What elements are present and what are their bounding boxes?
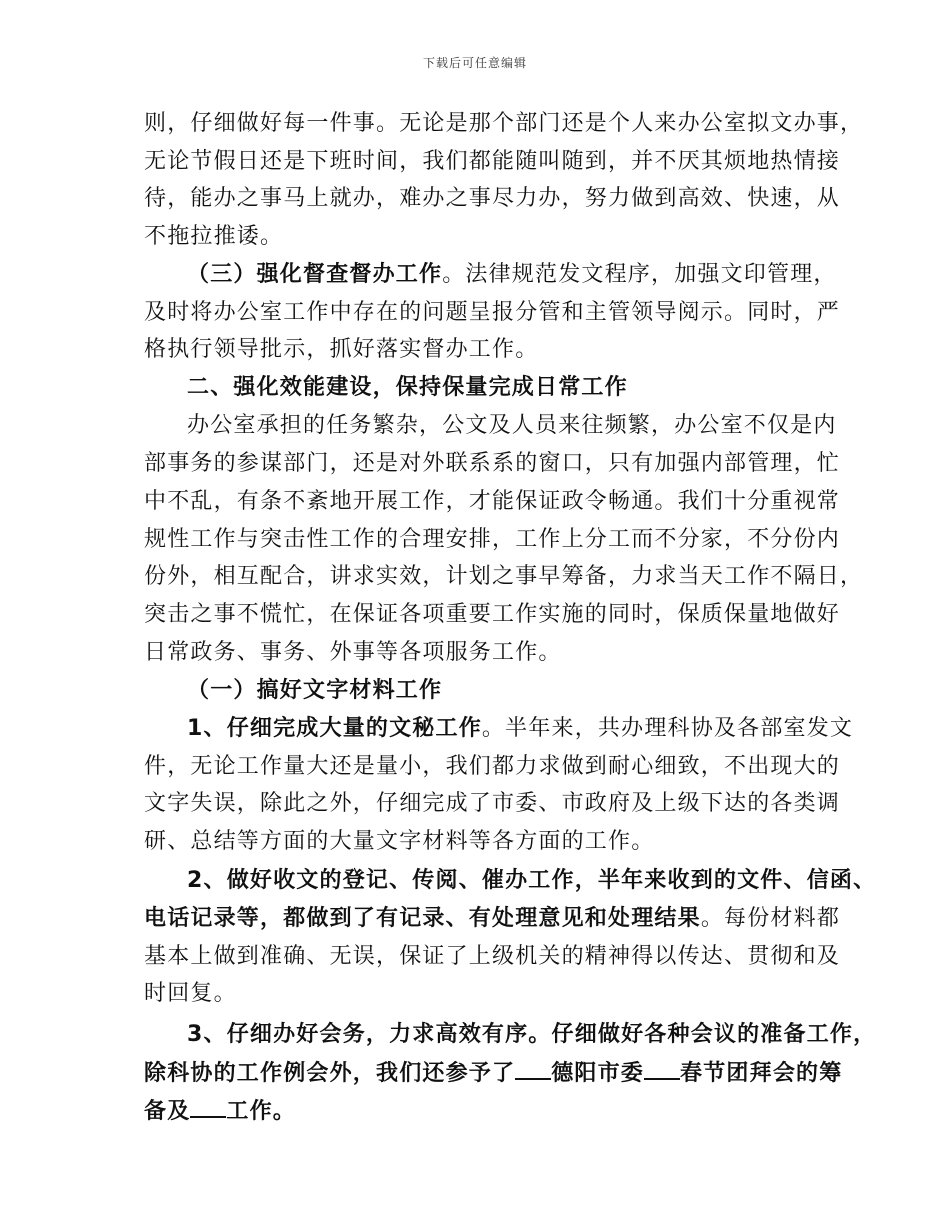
item-heading-2-cont: 电话记录等，都做到了有记录、有处理意见和处理结果 — [144, 906, 701, 931]
text-span: 。半年来，共办理科协及各部室发文 — [481, 716, 854, 741]
text-line: 无论节假日还是下班时间，我们都能随叫随到，并不厌其烦地热情接 — [144, 149, 841, 174]
text-line: 及时将办公室工作中存在的问题呈报分管和主管领导阅示。同时，严 — [144, 300, 841, 325]
item-3-line-3 — [144, 1098, 296, 1125]
subsection-heading-1: （一）搞好文字材料工作 — [187, 678, 443, 703]
text-line: 则，仔细做好每一件事。无论是那个部门还是个人来办公室拟文办事， — [144, 111, 864, 136]
item-3-line-2 — [144, 1060, 842, 1087]
text-line: 办公室承担的任务繁杂，公文及人员来往频繁，办公室不仅是内 — [187, 413, 837, 438]
text-line: 待，能办之事马上就办，难办之事尽力办，努力做到高效、快速，从 — [144, 186, 841, 211]
text-line: 规性工作与突击性工作的合理安排，工作上分工而不分家，不分份内 — [144, 527, 841, 552]
text-span: 除科协的工作例会外，我们还参予了 — [144, 1061, 516, 1086]
text-span: 工作。 — [226, 1099, 297, 1124]
text-line: 日常政务、事务、外事等各项服务工作。 — [144, 640, 562, 665]
text-line: 突击之事不慌忙，在保证各项重要工作实施的同时，保质保量地做好 — [144, 602, 841, 627]
text-line: 不拖拉推诿。 — [144, 224, 284, 249]
text-line: 件，无论工作量大还是量小，我们都力求做到耐心细致，不出现大的 — [144, 754, 841, 779]
item-heading-1: 1、仔细完成大量的文秘工作 — [187, 716, 482, 741]
item-paragraph-1 — [187, 716, 853, 742]
fill-blank — [190, 1098, 226, 1118]
item-paragraph-2 — [144, 906, 840, 932]
section-heading-3: （三）强化督查督办工作 — [187, 262, 443, 287]
item-heading-3: 3、仔细办好会务，力求高效有序。仔细做好各种会议的准备工作， — [187, 1022, 877, 1047]
item-heading-2: 2、做好收文的登记、传阅、催办工作，半年来收到的文件、信函、 — [187, 868, 877, 893]
section-heading-2: 二、强化效能建设，保持保量完成日常工作 — [187, 375, 628, 400]
text-span: 。法律规范发文程序，加强文印管理， — [442, 262, 837, 287]
fill-blank — [644, 1060, 680, 1080]
page-header: 下载后可任意编辑 — [422, 56, 527, 70]
text-span: 德阳市委 — [551, 1061, 645, 1086]
text-line: 时回复。 — [144, 981, 237, 1006]
text-span: 。每份材料都 — [700, 906, 841, 931]
text-line: 文字失误，除此之外，仔细完成了市委、市政府及上级下达的各类调 — [144, 791, 841, 816]
text-line: 研、总结等方面的大量文字材料等各方面的工作。 — [144, 829, 655, 854]
text-line: 份外，相互配合，讲求实效，计划之事早筹备，力求当天工作不隔日， — [144, 564, 864, 589]
fill-blank — [515, 1060, 551, 1080]
section-paragraph-3 — [187, 262, 837, 288]
text-span: 备及 — [144, 1099, 191, 1124]
text-line: 中不乱，有条不紊地开展工作，才能保证政令畅通。我们十分重视常 — [144, 489, 841, 514]
text-line: 格执行领导批示，抓好落实督办工作。 — [144, 337, 539, 362]
text-line: 部事务的参谋部门，还是对外联系系的窗口，只有加强内部管理，忙 — [144, 451, 841, 476]
text-span: 春节团拜会的筹 — [680, 1061, 843, 1086]
text-line: 基本上做到准确、无误，保证了上级机关的精神得以传达、贯彻和及 — [144, 944, 841, 969]
